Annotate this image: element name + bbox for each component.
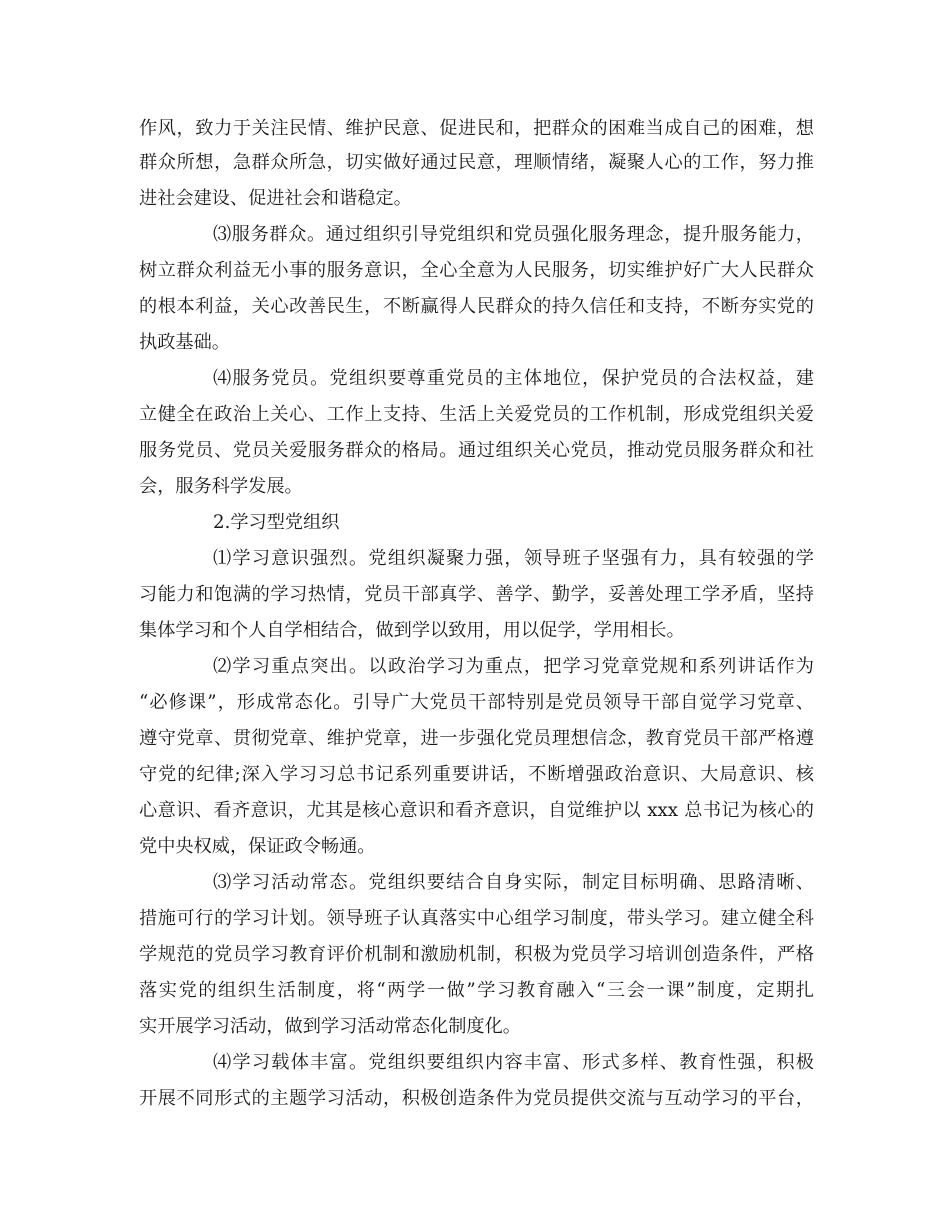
text-line: 开展不同形式的主题学习活动，积极创造条件为党员提供交流与互动学习的平台，: [139, 1088, 814, 1109]
text-line: 学规范的党员学习教育评价机制和激励机制，积极为党员学习培训创造条件，严格: [139, 944, 814, 965]
text-line: 服务党员、党员关爱服务群众的格局。通过组织关心党员，推动党员服务群众和社: [139, 440, 814, 461]
text-line: 树立群众利益无小事的服务意识，全心全意为人民服务，切实维护好广大人民群众: [139, 260, 814, 281]
text-line: 习能力和饱满的学习热情，党员干部真学、善学、勤学，妥善处理工学矛盾，坚持: [139, 584, 814, 605]
paragraph-start-line: ⑶服务群众。通过组织引导党组织和党员强化服务理念，提升服务能力，: [213, 224, 814, 245]
text-line: 作风，致力于关注民情、维护民意、促进民和，把群众的困难当成自己的困难，想: [139, 118, 814, 139]
text-line: 的根本利益，关心改善民生，不断赢得人民群众的持久信任和支持，不断夯实党的: [139, 296, 814, 317]
text-line: 群众所想，急群众所急，切实做好通过民意，理顺情绪，凝聚人心的工作，努力推: [139, 152, 814, 173]
text-line: 执政基础。: [139, 332, 230, 353]
text-line: 心意识、看齐意识，尤其是核心意识和看齐意识，自觉维护以 xxx 总书记为核心的: [139, 800, 814, 821]
text-line: 遵守党章、贯彻党章、维护党章，进一步强化党员理想信念，教育党员干部严格遵: [139, 728, 814, 749]
text-line: 实开展学习活动，做到学习活动常态化制度化。: [139, 1016, 521, 1037]
text-line: 党中央权威，保证政令畅通。: [139, 836, 376, 857]
text-line: 立健全在政治上关心、工作上支持、生活上关爱党员的工作机制，形成党组织关爱: [139, 404, 814, 425]
text-line: 集体学习和个人自学相结合，做到学以致用，用以促学，学用相长。: [139, 620, 685, 641]
text-line: “必修课”，形成常态化。引导广大党员干部特别是党员领导干部自觉学习党章、: [139, 692, 814, 713]
paragraph-start-line: ⑴学习意识强烈。党组织凝聚力强，领导班子坚强有力，具有较强的学: [213, 548, 814, 569]
text-line: 措施可行的学习计划。领导班子认真落实中心组学习制度，带头学习。建立健全科: [139, 908, 814, 929]
paragraph-start-line: ⑶学习活动常态。党组织要结合自身实际，制定目标明确、思路清晰、: [213, 872, 814, 893]
text-line: 会，服务科学发展。: [139, 476, 303, 497]
text-line: 落实党的组织生活制度，将“两学一做”学习教育融入“三会一课”制度，定期扎: [139, 980, 814, 1001]
text-line: 守党的纪律;深入学习习总书记系列重要讲话，不断增强政治意识、大局意识、核: [139, 764, 814, 785]
paragraph-start-line: ⑵学习重点突出。以政治学习为重点，把学习党章党规和系列讲话作为: [213, 656, 814, 677]
section-heading: 2.学习型党组织: [213, 512, 340, 533]
text-line: 进社会建设、促进社会和谐稳定。: [139, 188, 412, 209]
paragraph-start-line: ⑷学习载体丰富。党组织要组织内容丰富、形式多样、教育性强，积极: [213, 1052, 814, 1073]
paragraph-start-line: ⑷服务党员。党组织要尊重党员的主体地位，保护党员的合法权益，建: [213, 368, 814, 389]
